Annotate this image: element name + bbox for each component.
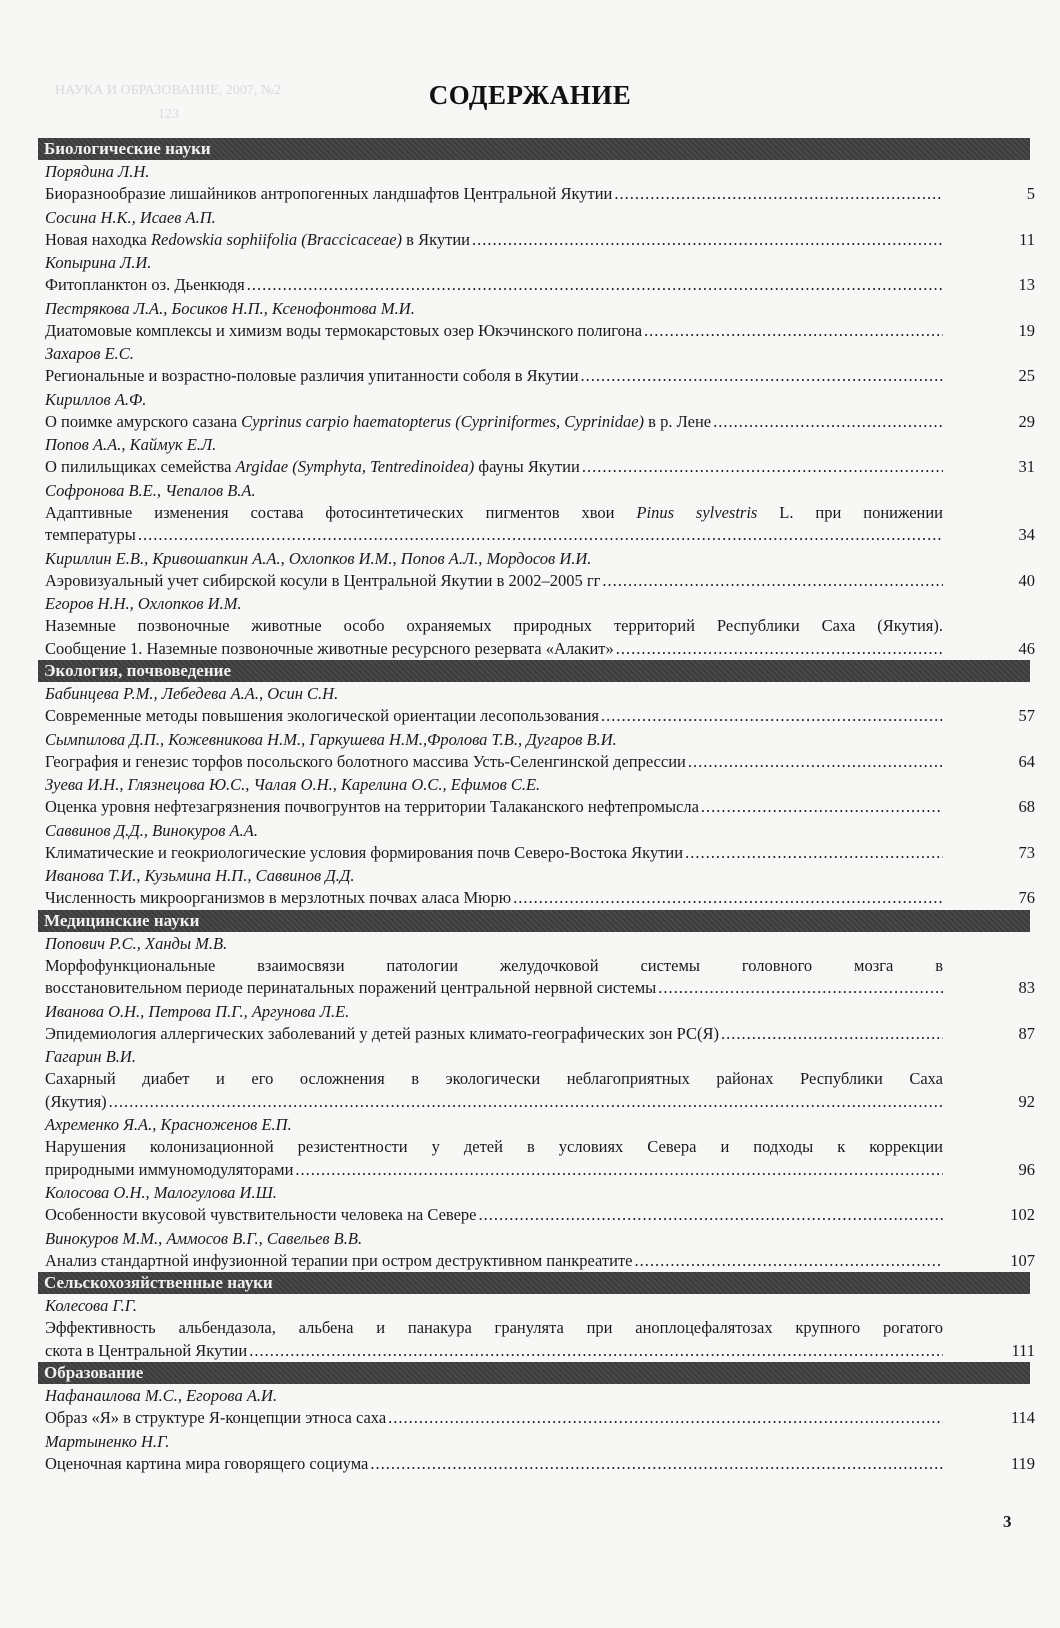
entry-title-text: восстановительном периоде перинатальных поражений центральной нервной системы — [45, 978, 657, 997]
entry-title-line — [45, 1453, 943, 1476]
entry-title-text: О пилильщиках семейства Argidae (Symphyta, Tentredinoidea) фауны Якутии — [45, 457, 580, 476]
toc-entry — [38, 728, 1035, 774]
entry-title[interactable] — [38, 955, 1035, 1000]
dot-leader — [582, 456, 943, 479]
entry-page-number: 25 — [1018, 366, 1035, 385]
entry-title-line — [45, 1340, 943, 1363]
entry-page-number: 34 — [1018, 525, 1035, 544]
entry-title-text: Аэровизуальный учет сибирской косули в Центральной Якутии в 2002–2005 гг — [45, 570, 601, 590]
entry-title-text: О поимке амурского сазана Cyprinus carpio haematopterus (Cypriniformes, Cyprinidae) в р. Лене — [45, 411, 712, 431]
entry-page-number: 102 — [1010, 1205, 1035, 1224]
dot-leader — [109, 1091, 943, 1114]
scientific-name: Pinus sylvestris — [636, 502, 758, 522]
entry-title-text: Диатомовые комплексы и химизм воды термокарстовых озер Юкэчинского полигона — [45, 320, 643, 340]
entry-title-text: Образ «Я» в структуре Я-концепции этноса саха — [45, 1408, 387, 1427]
toc-entry — [38, 160, 1035, 206]
entry-title-text: Численность микроорганизмов в мерзлотных почвах аласа Мюрю — [45, 888, 512, 907]
entry-title-line — [45, 183, 943, 206]
entry-authors: Попович Р.С., Ханды М.В. — [45, 933, 228, 953]
entry-page-number: 46 — [1018, 638, 1035, 658]
entry-page-number: 31 — [1018, 457, 1035, 476]
toc-entry — [38, 388, 1035, 434]
section-header: Экология, почвоведение — [38, 660, 1030, 682]
entry-authors: Иванова Т.И., Кузьмина Н.П., Саввинов Д.Д. — [45, 866, 355, 885]
dot-leader — [601, 705, 943, 728]
dot-leader — [685, 842, 943, 865]
toc-entry — [38, 864, 1035, 910]
entry-title-line — [45, 887, 943, 910]
entry-title-line — [45, 842, 943, 865]
entry-page-number: 57 — [1018, 706, 1035, 725]
toc-entry — [38, 1227, 1035, 1273]
toc-entry — [38, 1045, 1035, 1113]
dot-leader — [713, 411, 943, 434]
entry-page-number: 19 — [1018, 320, 1035, 340]
dot-leader — [616, 638, 943, 661]
toc-entry — [38, 1113, 1035, 1181]
scientific-name: Argidae (Symphyta, Tentredinoidea) — [235, 457, 475, 476]
toc-entry — [38, 773, 1035, 819]
entry-page-number: 68 — [1018, 797, 1035, 816]
entry-page-number: 114 — [1010, 1408, 1035, 1427]
toc-entry — [38, 342, 1035, 388]
entry-title-text: Современные методы повышения экологической ориентации лесопользования — [45, 706, 600, 725]
entry-title-first-line: Нарушения колонизационной резистентности у детей в условиях Севера и подходы к коррекции — [45, 1137, 943, 1156]
entry-title[interactable] — [38, 365, 1035, 388]
toc-entry — [38, 297, 1035, 343]
entry-title-text: природными иммуномодуляторами — [45, 1159, 294, 1179]
entry-title[interactable] — [38, 751, 1035, 774]
section-header: Сельскохозяйственные науки — [38, 1272, 1030, 1294]
dot-leader — [635, 1250, 943, 1273]
toc-entry — [38, 682, 1035, 728]
entry-authors: Сосина Н.К., Исаев А.П. — [45, 207, 216, 227]
entry-title-line — [45, 524, 943, 547]
entry-title-line — [45, 751, 943, 774]
entry-title-line — [45, 411, 943, 434]
entry-authors: Софронова В.Е., Чепалов В.А. — [45, 480, 256, 500]
entry-page-number: 13 — [1018, 275, 1035, 294]
entry-title-text: Биоразнообразие лишайников антропогенных ландшафтов Центральной Якутии — [45, 184, 613, 203]
entry-authors: Ахременко Я.А., Красноженов Е.П. — [45, 1115, 292, 1134]
dot-leader — [388, 1407, 943, 1430]
entry-title-line — [45, 977, 943, 1000]
entry-title-line — [45, 1204, 943, 1227]
toc-entry — [38, 1000, 1035, 1046]
dot-leader — [295, 1159, 943, 1182]
entry-title[interactable] — [38, 796, 1035, 819]
dot-leader — [370, 1453, 943, 1476]
entry-page-number: 107 — [1010, 1250, 1035, 1270]
toc-entry — [38, 433, 1035, 479]
entry-title-line — [45, 274, 943, 297]
entry-page-number: 111 — [1011, 1340, 1035, 1360]
entry-title-text: температуры — [45, 525, 136, 544]
entry-authors: Колосова О.Н., Малогулова И.Ш. — [45, 1183, 277, 1202]
entry-title[interactable] — [38, 570, 1035, 593]
dot-leader — [602, 570, 943, 593]
entry-authors: Гагарин В.И. — [45, 1047, 136, 1066]
entry-page-number: 40 — [1018, 570, 1035, 590]
toc-entry — [38, 1294, 1035, 1362]
dot-leader — [479, 1204, 944, 1227]
bleed-through-header: НАУКА И ОБРАЗОВАНИЕ, 2007, №2 — [55, 83, 282, 98]
dot-leader — [658, 977, 943, 1000]
entry-title[interactable] — [38, 502, 1035, 547]
entry-title-line — [45, 638, 943, 661]
entry-page-number: 96 — [1018, 1159, 1035, 1179]
entry-title-text: Новая находка Redowskia sophiifolia (Braccicaceae) в Якутии — [45, 229, 470, 249]
entry-page-number: 64 — [1018, 751, 1035, 771]
toc-entry — [38, 251, 1035, 297]
entry-title-first-line: Эффективность альбендазола, альбена и панакура гранулята при аноплоцефалятозах крупного рогатого — [45, 1318, 943, 1337]
toc-entry — [38, 547, 1035, 593]
entry-title-first-line: Морфофункциональные взаимосвязи патологии желудочковой системы головного мозга в — [45, 955, 943, 975]
entry-title[interactable] — [38, 183, 1035, 206]
table-of-contents — [38, 138, 1035, 1475]
page-title: СОДЕРЖАНИЕ — [428, 80, 632, 110]
dot-leader — [644, 320, 943, 343]
toc-entry — [38, 932, 1035, 1000]
entry-page-number: 92 — [1018, 1091, 1035, 1111]
entry-title[interactable] — [38, 320, 1035, 343]
entry-authors: Иванова О.Н., Петрова П.Г., Аргунова Л.Е. — [45, 1001, 350, 1021]
entry-title-text: Анализ стандартной инфузионной терапии при остром деструктивном панкреатите — [45, 1250, 633, 1270]
entry-authors: Егоров Н.Н., Охлопков И.М. — [45, 594, 242, 613]
toc-entry — [38, 1384, 1035, 1430]
scientific-name: Redowskia sophiifolia (Braccicaceae) — [150, 229, 403, 249]
entry-title-text: Особенности вкусовой чувствительности человека на Севере — [45, 1205, 477, 1224]
entry-authors: Нафанаилова М.С., Егорова А.И. — [45, 1386, 278, 1405]
entry-title-text: Региональные и возрастно-половые различия упитанности соболя в Якутии — [45, 366, 579, 385]
toc-entry — [38, 1430, 1035, 1476]
dot-leader — [472, 229, 943, 252]
entry-title-line — [45, 365, 943, 388]
entry-page-number: 83 — [1018, 978, 1035, 997]
entry-title-line — [45, 570, 943, 593]
entry-title-line — [45, 229, 943, 252]
dot-leader — [138, 524, 943, 547]
entry-title[interactable] — [38, 229, 1035, 252]
entry-authors: Мартыненко Н.Г. — [45, 1431, 170, 1451]
entry-page-number: 5 — [1026, 184, 1035, 203]
entry-title[interactable] — [38, 842, 1035, 865]
entry-title-text: Оценочная картина мира говорящего социума — [45, 1453, 369, 1473]
entry-authors: Сымпилова Д.П., Кожевникова Н.М., Гаркушева Н.М.,Фролова Т.В., Дугаров В.И. — [45, 729, 617, 749]
entry-title[interactable] — [38, 1407, 1035, 1430]
dot-leader — [581, 365, 943, 388]
entry-page-number: 87 — [1018, 1023, 1035, 1043]
entry-title-text: (Якутия) — [45, 1091, 107, 1111]
entry-title[interactable] — [38, 1023, 1035, 1046]
dot-leader — [247, 274, 943, 297]
entry-title-line — [45, 1091, 943, 1114]
entry-title-line — [45, 1250, 943, 1273]
entry-title[interactable] — [38, 411, 1035, 434]
entry-title-first-line: Сахарный диабет и его осложнения в экологически неблагоприятных районах Республики Саха — [45, 1069, 943, 1088]
entry-title-text: Сообщение 1. Наземные позвоночные животные ресурсного резервата «Алакит» — [45, 638, 614, 658]
dot-leader — [513, 887, 943, 910]
entry-authors: Саввинов Д.Д., Винокуров А.А. — [45, 820, 258, 840]
entry-authors: Колесова Г.Г. — [45, 1296, 138, 1315]
entry-authors: Порядина Л.Н. — [45, 162, 150, 181]
entry-title-line — [45, 796, 943, 819]
toc-entry — [38, 819, 1035, 865]
page-number: 3 — [1003, 1512, 1012, 1531]
entry-title-text: скота в Центральной Якутии — [45, 1340, 248, 1360]
section-header: Биологические науки — [38, 138, 1030, 160]
dot-leader — [701, 796, 943, 819]
entry-authors: Винокуров М.М., Аммосов В.Г., Савельев В.В. — [45, 1228, 363, 1248]
toc-entry — [38, 206, 1035, 252]
entry-authors: Копырина Л.И. — [45, 253, 152, 272]
entry-title-text: Эпидемиология аллергических заболеваний у детей разных климато-географических зон РС(Я) — [45, 1023, 719, 1043]
entry-title[interactable] — [38, 456, 1035, 479]
dot-leader — [721, 1023, 943, 1046]
entry-title[interactable] — [38, 1068, 1035, 1113]
entry-title-line — [45, 1407, 943, 1430]
entry-authors: Зуева И.Н., Глязнецова Ю.С., Чалая О.Н., Карелина О.С., Ефимов С.Е. — [45, 775, 541, 794]
entry-title-first-line: Адаптивные изменения состава фотосинтетических пигментов хвои Pinus sylvestris L. при понижении — [45, 502, 944, 522]
entry-title[interactable] — [38, 705, 1035, 728]
section-header: Медицинские науки — [38, 910, 1030, 932]
toc-entry — [38, 592, 1035, 660]
toc-entry — [38, 479, 1035, 547]
entry-title[interactable] — [38, 1136, 1035, 1181]
dot-leader — [614, 183, 943, 206]
entry-title-text: Климатические и геокриологические условия формирования почв Северо-Востока Якутии — [45, 842, 684, 862]
entry-authors: Захаров Е.С. — [45, 344, 134, 363]
entry-page-number: 73 — [1018, 842, 1035, 862]
entry-title-text: Фитопланктон оз. Дьенкюдя — [45, 275, 245, 294]
entry-authors: Попов А.А., Каймук Е.Л. — [45, 435, 217, 454]
entry-authors: Пестрякова Л.А., Босиков Н.П., Ксенофонтова М.И. — [45, 298, 415, 318]
bleed-through-page: 123 — [158, 107, 179, 122]
entry-title-line — [45, 320, 943, 343]
entry-authors: Кириллов А.Ф. — [45, 389, 147, 409]
entry-title-line — [45, 456, 943, 479]
dot-leader — [688, 751, 943, 774]
entry-authors: Бабинцева Р.М., Лебедева А.А., Осин С.Н. — [45, 684, 339, 703]
section-header: Образование — [38, 1362, 1030, 1384]
entry-title[interactable] — [38, 1317, 1035, 1362]
entry-title-line — [45, 705, 943, 728]
entry-title[interactable] — [38, 1453, 1035, 1476]
entry-title[interactable] — [38, 1250, 1035, 1273]
entry-title[interactable] — [38, 887, 1035, 910]
entry-title-line — [45, 1159, 943, 1182]
entry-title-text: Оценка уровня нефтезагрязнения почвогрунтов на территории Талаканского нефтепромысла — [45, 797, 699, 816]
entry-title[interactable] — [38, 1204, 1035, 1227]
entry-title[interactable] — [38, 615, 1035, 660]
dot-leader — [249, 1340, 943, 1363]
toc-entry — [38, 1181, 1035, 1227]
entry-title-first-line: Наземные позвоночные животные особо охраняемых природных территорий Республики Саха (Якутия). — [45, 616, 943, 635]
scientific-name: Cyprinus carpio haematopterus (Cypriniformes, Cyprinidae) — [241, 411, 645, 431]
entry-page-number: 76 — [1018, 888, 1035, 907]
entry-title[interactable] — [38, 274, 1035, 297]
entry-page-number: 119 — [1010, 1453, 1035, 1473]
entry-title-line — [45, 1023, 943, 1046]
entry-page-number: 11 — [1019, 229, 1035, 249]
entry-authors: Кириллин Е.В., Кривошапкин А.А., Охлопков И.М., Попов А.Л., Мордосов И.И. — [45, 548, 592, 568]
entry-title-text: География и генезис торфов посольского болотного массива Усть-Селенгинской депрессии — [45, 751, 686, 771]
entry-page-number: 29 — [1018, 411, 1035, 431]
